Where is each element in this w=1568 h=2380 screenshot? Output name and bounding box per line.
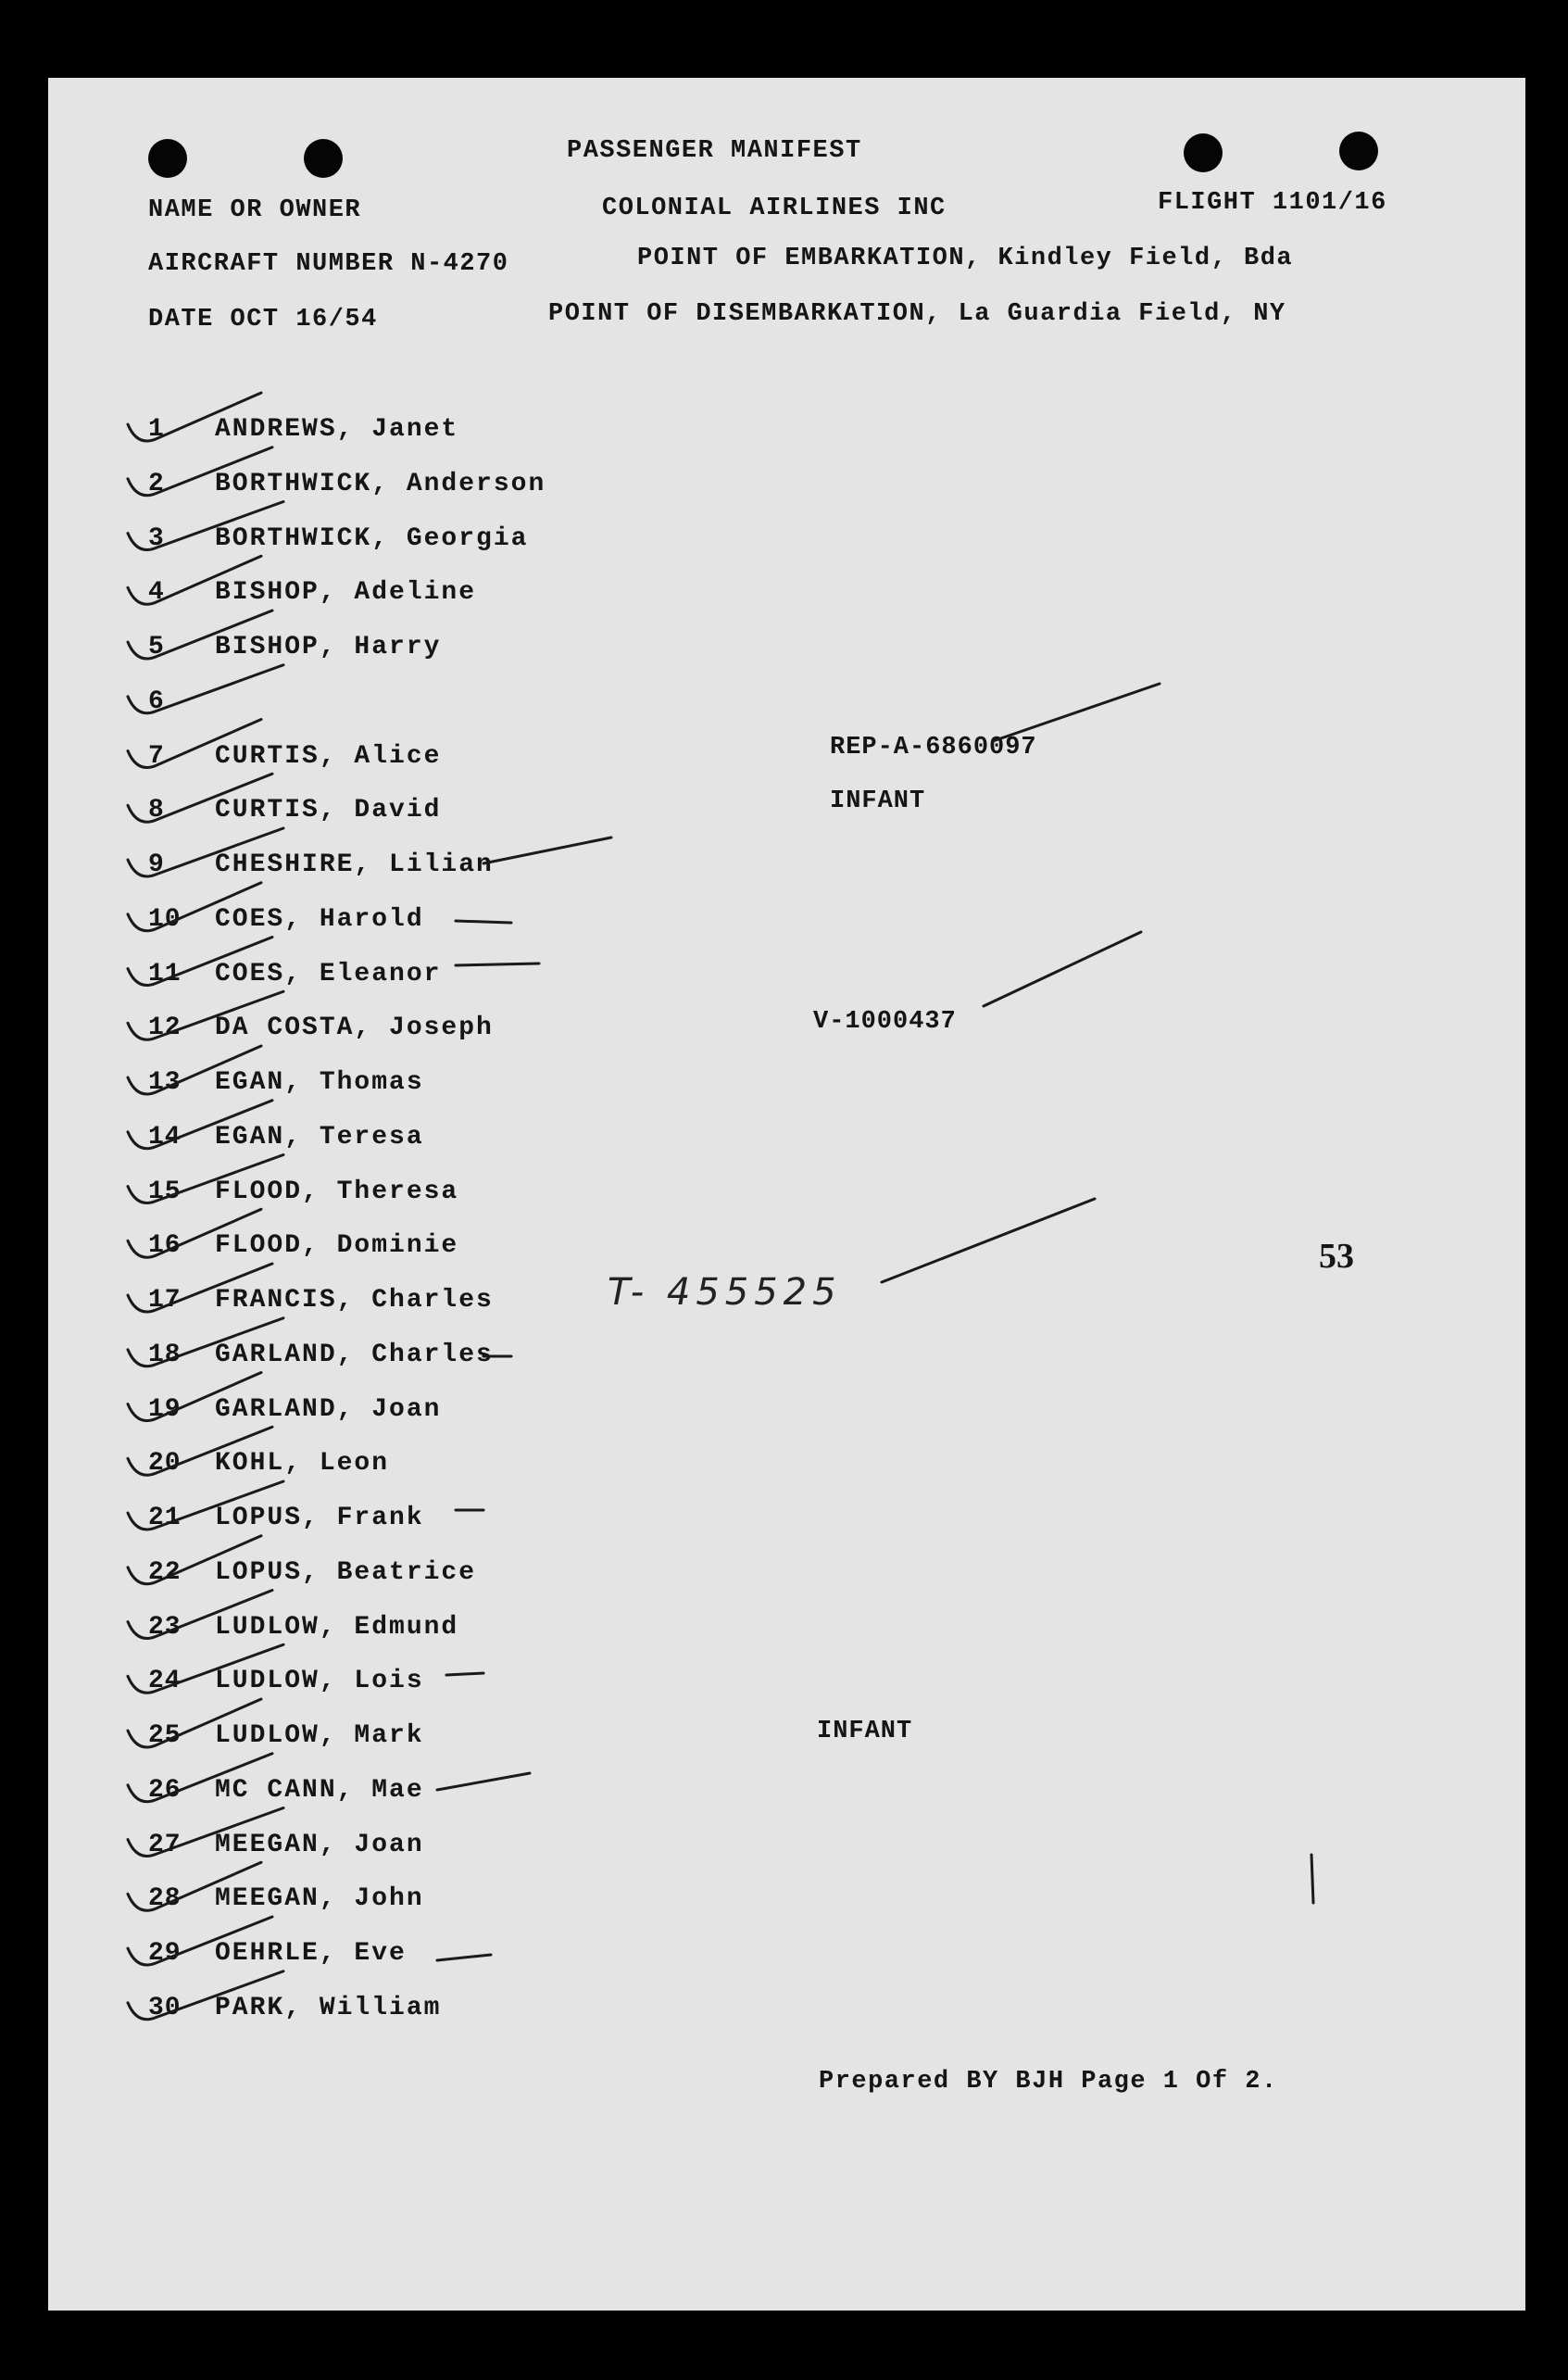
passenger-row xyxy=(48,1286,696,1323)
note-infant-2: INFANT xyxy=(817,1718,913,1745)
passenger-name: LOPUS, Frank xyxy=(215,1504,424,1532)
handwritten-note: T- 455525 xyxy=(608,1271,842,1314)
passenger-name: OEHRLE, Eve xyxy=(215,1939,407,1968)
passenger-row xyxy=(48,687,696,724)
note-visa-number: V-1000437 xyxy=(813,1008,957,1036)
passenger-name: MEEGAN, John xyxy=(215,1884,424,1914)
passenger-number: 15 xyxy=(148,1177,182,1206)
passenger-name: EGAN, Thomas xyxy=(215,1068,424,1097)
passenger-row xyxy=(48,1721,696,1758)
passenger-name: LUDLOW, Lois xyxy=(215,1667,424,1696)
passenger-number: 1 xyxy=(148,415,165,444)
passenger-name: MEEGAN, Joan xyxy=(215,1830,424,1859)
passenger-number: 29 xyxy=(148,1939,182,1968)
passenger-number: 25 xyxy=(148,1721,182,1750)
passenger-number: 12 xyxy=(148,1014,182,1043)
punch-hole-4 xyxy=(1339,132,1378,170)
passenger-name: FLOOD, Dominie xyxy=(215,1231,459,1261)
passenger-row xyxy=(48,578,696,615)
passenger-row xyxy=(48,1776,696,1813)
passenger-row xyxy=(48,470,696,507)
passenger-row xyxy=(48,1831,696,1868)
manifest-page xyxy=(48,78,1525,2311)
passenger-number: 10 xyxy=(148,904,182,934)
passenger-number: 17 xyxy=(148,1286,182,1315)
passenger-row xyxy=(48,1558,696,1595)
passenger-row xyxy=(48,1068,696,1105)
passenger-row xyxy=(48,1177,696,1215)
passenger-number: 5 xyxy=(148,633,165,661)
passenger-name: BORTHWICK, Anderson xyxy=(215,469,546,498)
passenger-number: 18 xyxy=(148,1340,182,1369)
passenger-number: 13 xyxy=(148,1068,182,1097)
passenger-number: 30 xyxy=(148,1993,182,2022)
manifest-date: DATE OCT 16/54 xyxy=(148,306,378,334)
owner-name: COLONIAL AIRLINES INC xyxy=(602,195,947,222)
passenger-number: 14 xyxy=(148,1122,182,1152)
passenger-number: 6 xyxy=(148,686,165,716)
passenger-number: 21 xyxy=(148,1504,182,1532)
passenger-name: COES, Eleanor xyxy=(215,959,442,989)
passenger-row xyxy=(48,1449,696,1486)
passenger-row xyxy=(48,905,696,942)
passenger-number: 8 xyxy=(148,796,165,825)
passenger-number: 22 xyxy=(148,1557,182,1587)
passenger-number: 19 xyxy=(148,1394,182,1424)
punch-hole-3 xyxy=(1184,133,1223,172)
passenger-number: 2 xyxy=(148,469,165,498)
passenger-name: CURTIS, David xyxy=(215,796,442,825)
passenger-row xyxy=(48,1231,696,1268)
passenger-row xyxy=(48,742,696,779)
punch-hole-1 xyxy=(148,139,187,178)
passenger-row xyxy=(48,415,696,452)
punch-hole-2 xyxy=(304,139,343,178)
footer-prepared-by: Prepared BY BJH Page 1 Of 2. xyxy=(819,2068,1278,2096)
passenger-name: BISHOP, Harry xyxy=(215,633,442,661)
passenger-name: LUDLOW, Edmund xyxy=(215,1612,459,1642)
passenger-number: 24 xyxy=(148,1667,182,1696)
passenger-name: KOHL, Leon xyxy=(215,1449,390,1479)
passenger-name: ANDREWS, Janet xyxy=(215,415,459,444)
passenger-name: MC CANN, Mae xyxy=(215,1775,424,1805)
passenger-name: CURTIS, Alice xyxy=(215,741,442,771)
passenger-name: BISHOP, Adeline xyxy=(215,578,477,608)
passenger-row xyxy=(48,1504,696,1541)
passenger-row xyxy=(48,1395,696,1432)
passenger-number: 16 xyxy=(148,1231,182,1261)
passenger-name: CHESHIRE, Lilian xyxy=(215,850,494,879)
passenger-name: PARK, William xyxy=(215,1993,442,2022)
passenger-row xyxy=(48,633,696,670)
passenger-number: 23 xyxy=(148,1612,182,1642)
disembarkation-point: POINT OF DISEMBARKATION, La Guardia Field, NY xyxy=(548,300,1286,328)
passenger-number: 26 xyxy=(148,1775,182,1805)
passenger-name: LUDLOW, Mark xyxy=(215,1721,424,1750)
passenger-row xyxy=(48,524,696,561)
passenger-number: 11 xyxy=(148,959,182,989)
passenger-row xyxy=(48,1667,696,1704)
passenger-row xyxy=(48,796,696,833)
passenger-number: 3 xyxy=(148,523,165,553)
passenger-name: BORTHWICK, Georgia xyxy=(215,523,529,553)
passenger-name: LOPUS, Beatrice xyxy=(215,1557,477,1587)
passenger-row xyxy=(48,960,696,997)
aircraft-number: AIRCRAFT NUMBER N-4270 xyxy=(148,250,509,278)
flight-number: FLIGHT 1101/16 xyxy=(1158,189,1387,217)
owner-label: NAME OR OWNER xyxy=(148,196,362,224)
passenger-row xyxy=(48,1994,696,2031)
passenger-number: 7 xyxy=(148,741,165,771)
embarkation-point: POINT OF EMBARKATION, Kindley Field, Bda xyxy=(637,245,1294,272)
passenger-row xyxy=(48,1014,696,1051)
passenger-row xyxy=(48,1613,696,1650)
note-rep-number: REP-A-6860097 xyxy=(830,734,1037,762)
passenger-name: GARLAND, Joan xyxy=(215,1394,442,1424)
passenger-number: 27 xyxy=(148,1830,182,1859)
note-infant-1: INFANT xyxy=(830,787,926,815)
passenger-row xyxy=(48,1939,696,1976)
passenger-name: EGAN, Teresa xyxy=(215,1122,424,1152)
passenger-row xyxy=(48,1341,696,1378)
passenger-name: FLOOD, Theresa xyxy=(215,1177,459,1206)
page-number: 53 xyxy=(1319,1237,1354,1276)
passenger-row xyxy=(48,1123,696,1160)
passenger-name: COES, Harold xyxy=(215,904,424,934)
passenger-row xyxy=(48,850,696,888)
passenger-number: 28 xyxy=(148,1884,182,1914)
passenger-name: FRANCIS, Charles xyxy=(215,1286,494,1315)
passenger-name: DA COSTA, Joseph xyxy=(215,1014,494,1043)
manifest-title: PASSENGER MANIFEST xyxy=(567,137,862,165)
passenger-name: GARLAND, Charles xyxy=(215,1340,494,1369)
passenger-number: 4 xyxy=(148,578,165,608)
passenger-number: 9 xyxy=(148,850,165,879)
passenger-number: 20 xyxy=(148,1449,182,1479)
passenger-row xyxy=(48,1884,696,1921)
